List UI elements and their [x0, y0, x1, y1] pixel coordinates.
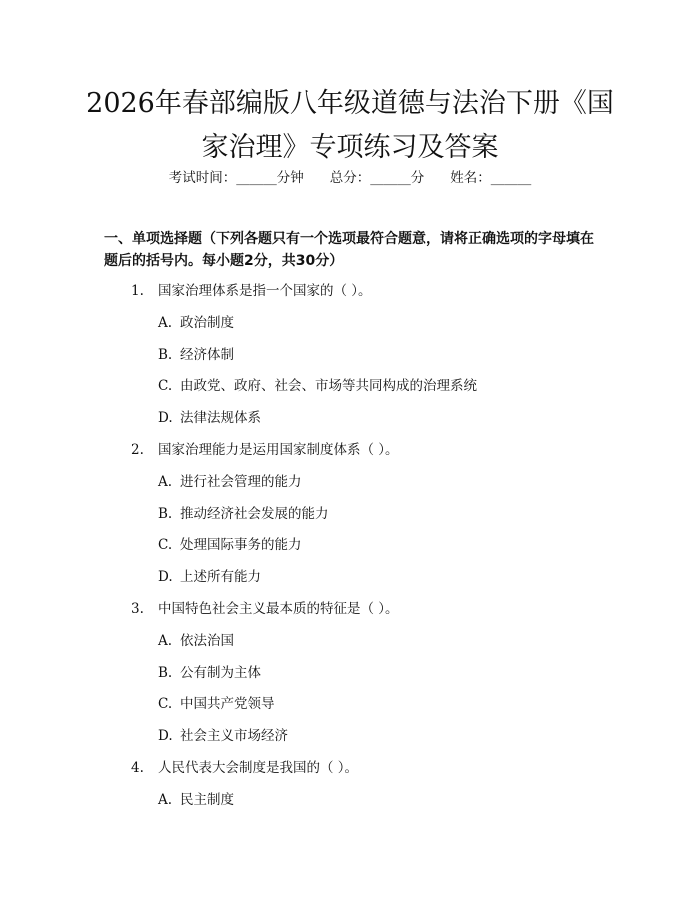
question-number: 3. [131, 601, 144, 617]
question-3 [131, 599, 399, 619]
question-stem: 人民代表大会制度是我国的（ ）。 [158, 760, 359, 776]
option-letter: A. [158, 792, 173, 808]
option-1b [158, 345, 234, 365]
score-blank: ______ [370, 170, 411, 186]
question-4 [131, 758, 358, 778]
option-3b [158, 663, 261, 683]
name-blank: ______ [490, 170, 532, 186]
option-letter: A. [158, 474, 173, 490]
exam-info-row [0, 168, 700, 188]
section-heading-line-1: 一、单项选择题（下列各题只有一个选项最符合题意，请将正确选项的字母填在 [104, 231, 594, 247]
option-text: 处理国际事务的能力 [180, 537, 302, 553]
document-title [80, 82, 620, 170]
option-letter: D. [158, 569, 173, 585]
option-3d [158, 726, 288, 746]
option-1d [158, 408, 261, 428]
option-letter: B. [158, 665, 173, 681]
section-heading [104, 228, 604, 272]
score-label: 总分： [329, 170, 371, 186]
option-text: 法律法规体系 [180, 410, 261, 426]
option-letter: C. [158, 696, 173, 712]
option-3c [158, 694, 275, 714]
option-text: 中国共产党领导 [180, 696, 275, 712]
section-heading-line-2: 题后的括号内。每小题2分，共30分） [104, 253, 344, 269]
question-number: 1. [131, 283, 144, 299]
option-text: 由政党、政府、社会、市场等共同构成的治理系统 [180, 378, 477, 394]
option-letter: A. [158, 315, 173, 331]
option-1c [158, 376, 477, 396]
option-2b [158, 504, 329, 524]
option-text: 经济体制 [180, 347, 234, 363]
score-unit: 分 [410, 170, 425, 186]
option-4a [158, 790, 234, 810]
option-3a [158, 631, 234, 651]
option-letter: C. [158, 537, 173, 553]
option-letter: B. [158, 347, 173, 363]
question-number: 4. [131, 760, 144, 776]
option-text: 公有制为主体 [180, 665, 261, 681]
option-1a [158, 313, 234, 333]
question-number: 2. [131, 442, 144, 458]
question-stem: 中国特色社会主义最本质的特征是（ ）。 [158, 601, 399, 617]
title-line-1: 2026年春部编版八年级道德与法治下册《国 [86, 88, 614, 119]
question-1 [131, 281, 372, 301]
question-stem: 国家治理体系是指一个国家的（ ）。 [158, 283, 372, 299]
name-label: 姓名： [450, 170, 491, 186]
option-text: 社会主义市场经济 [180, 728, 288, 744]
option-text: 上述所有能力 [180, 569, 261, 585]
option-letter: C. [158, 378, 173, 394]
title-line-2: 家治理》专项练习及答案 [201, 132, 499, 163]
option-2d [158, 567, 261, 587]
time-label: 考试时间： [168, 170, 237, 186]
option-text: 推动经济社会发展的能力 [180, 506, 329, 522]
question-stem: 国家治理能力是运用国家制度体系（ ）。 [158, 442, 399, 458]
option-letter: D. [158, 410, 173, 426]
time-unit: 分钟 [276, 170, 304, 186]
option-letter: B. [158, 506, 173, 522]
option-letter: D. [158, 728, 173, 744]
option-2a [158, 472, 302, 492]
question-2 [131, 440, 399, 460]
option-text: 民主制度 [180, 792, 234, 808]
option-letter: A. [158, 633, 173, 649]
option-2c [158, 535, 302, 555]
option-text: 依法治国 [180, 633, 234, 649]
option-text: 进行社会管理的能力 [180, 474, 302, 490]
option-text: 政治制度 [180, 315, 234, 331]
time-blank: ______ [236, 170, 277, 186]
